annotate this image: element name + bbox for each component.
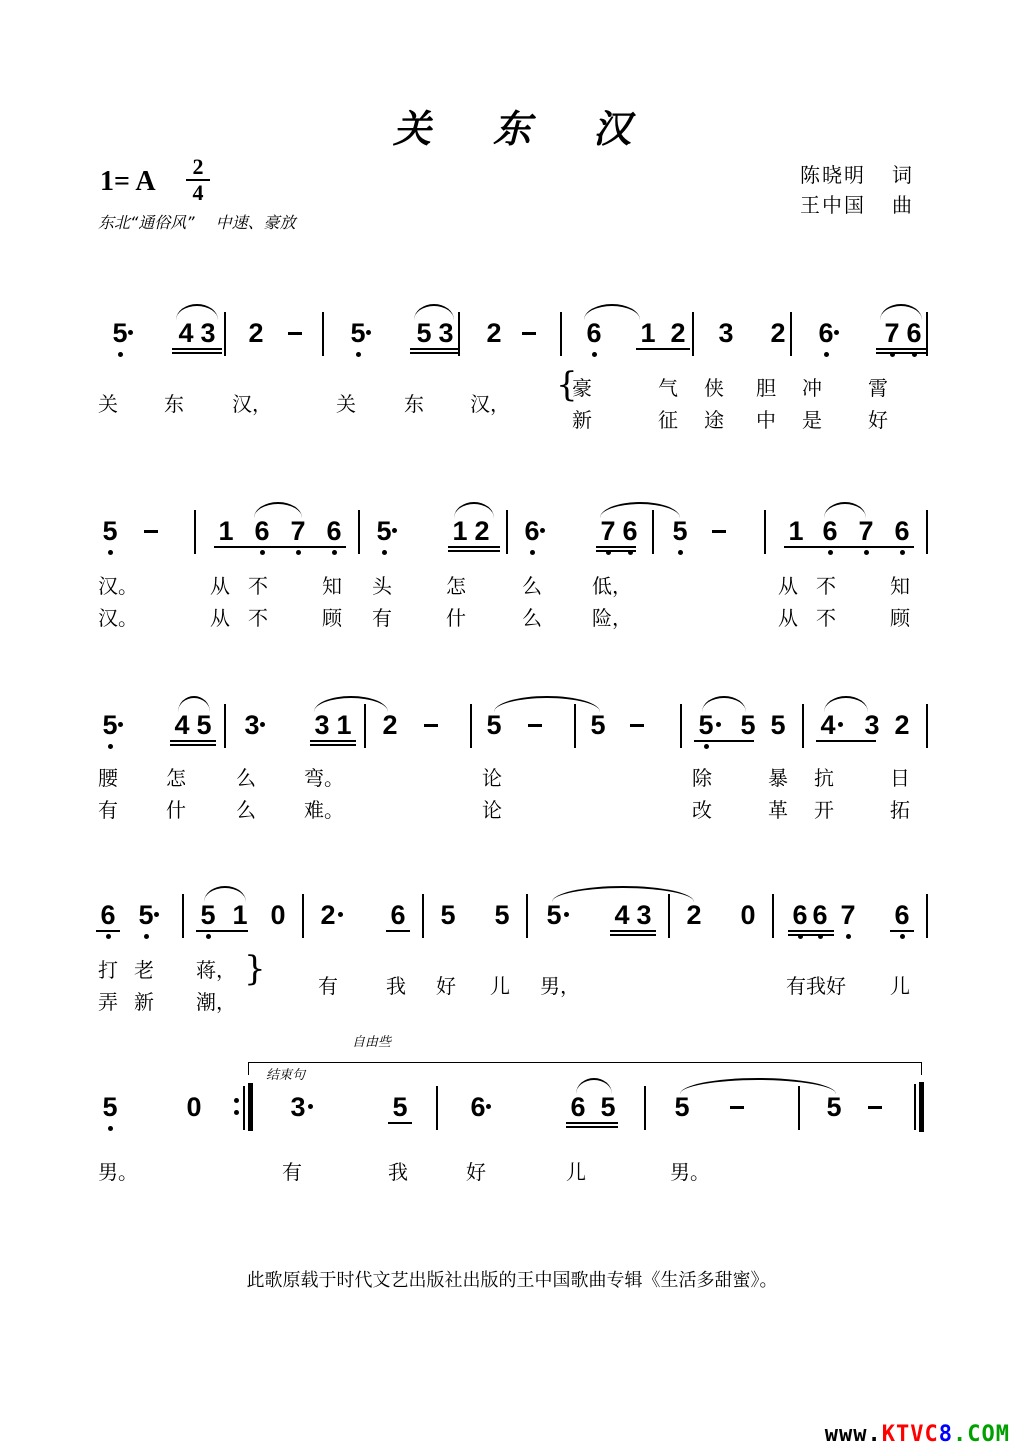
lyric: 有我好 — [786, 974, 846, 998]
lyric: 侠 — [704, 376, 724, 400]
note: 5 — [350, 318, 366, 348]
note: 3 — [314, 710, 330, 740]
note: 3 — [438, 318, 454, 348]
note: 5 — [376, 516, 392, 546]
beam-underline — [386, 930, 410, 932]
beam-underline — [448, 550, 500, 552]
low-octave-dot — [824, 352, 829, 357]
beam-underline — [172, 352, 222, 354]
beam-underline — [448, 546, 500, 548]
beam-underline — [596, 550, 636, 552]
note: 6 — [100, 900, 116, 930]
low-octave-dot — [828, 550, 833, 555]
watermark-part: www. — [824, 1422, 882, 1447]
lyric: 知 — [322, 574, 342, 598]
lyric: 腰 — [98, 766, 118, 790]
extension-dash — [528, 724, 542, 727]
tempo-marking-free: 自由些 — [352, 1035, 392, 1050]
note: 6 — [254, 516, 270, 546]
low-octave-dot — [846, 934, 851, 939]
lyric: 东 — [404, 392, 424, 416]
note: 6 — [470, 1092, 486, 1122]
beam-underline — [170, 740, 216, 742]
barline — [194, 510, 196, 554]
lyric: 霄 — [868, 376, 888, 400]
note: 6 — [586, 318, 602, 348]
note: 4 — [178, 318, 194, 348]
slur — [494, 696, 600, 712]
beam-underline — [610, 934, 656, 936]
repeat-dot — [234, 1110, 239, 1115]
composer-credit — [800, 190, 914, 220]
lyric: 怎 — [446, 574, 466, 598]
lyric: 低， — [592, 574, 632, 598]
slur — [702, 696, 746, 712]
lyric: 男。 — [98, 1160, 138, 1184]
lyric: 我 — [386, 974, 406, 998]
beam-underline — [410, 352, 460, 354]
slur — [584, 304, 640, 320]
note: 5 — [138, 900, 154, 930]
note: 2 — [248, 318, 264, 348]
lyric: 老 — [134, 958, 154, 982]
note: 6 — [812, 900, 828, 930]
slur — [414, 304, 454, 320]
low-octave-dot — [296, 550, 301, 555]
note: 5 — [416, 318, 432, 348]
note: 4 — [820, 710, 836, 740]
beam-underline — [310, 740, 356, 742]
time-numerator: 2 — [192, 154, 204, 179]
lyric: 怎 — [166, 766, 186, 790]
lyric: 男。 — [670, 1160, 710, 1184]
watermark-part: 8 — [938, 1422, 954, 1447]
low-octave-dot — [144, 934, 149, 939]
barline — [436, 1086, 438, 1130]
note: 6 — [622, 516, 638, 546]
augmentation-dot — [834, 330, 839, 335]
barline — [224, 312, 226, 356]
lyric: 汉。 — [98, 606, 138, 630]
lyricist-name: 陈晓明 — [800, 163, 866, 187]
barline — [680, 704, 682, 748]
lyric: 不 — [248, 606, 268, 630]
lyric: 潮， — [196, 990, 236, 1014]
barline — [358, 510, 360, 554]
note: 3 — [200, 318, 216, 348]
lyric: 么 — [236, 798, 256, 822]
barline — [224, 704, 226, 748]
lyric: 好 — [868, 408, 888, 432]
note: 1 — [640, 318, 656, 348]
extension-dash — [522, 332, 536, 335]
extension-dash — [630, 724, 644, 727]
lyric: 暴 — [768, 766, 788, 790]
note: 5 — [102, 1092, 118, 1122]
beam-underline — [864, 740, 876, 742]
barline — [506, 510, 508, 554]
barline — [692, 312, 694, 356]
lyric: 有 — [372, 606, 392, 630]
watermark-part: C — [924, 1422, 939, 1447]
augmentation-dot — [128, 330, 133, 335]
time-signature — [186, 156, 210, 204]
note: 4 — [174, 710, 190, 740]
barline — [302, 894, 304, 938]
beam-underline — [788, 934, 834, 936]
note: 5 — [440, 900, 456, 930]
lyric: 胆 — [756, 376, 776, 400]
augmentation-dot — [540, 528, 545, 533]
barline — [560, 312, 562, 356]
barline — [772, 894, 774, 938]
lyric: 新 — [134, 990, 154, 1014]
lyric: 好 — [436, 974, 456, 998]
time-denominator: 4 — [192, 180, 204, 205]
lyric: 有 — [282, 1160, 302, 1184]
beam-underline — [596, 546, 636, 548]
slur — [454, 502, 494, 518]
note: 2 — [320, 900, 336, 930]
beam-underline — [784, 546, 914, 548]
slur — [824, 502, 866, 518]
note: 5 — [770, 710, 786, 740]
slur — [576, 1078, 612, 1094]
lyric: 从 — [210, 606, 230, 630]
lyric: 除 — [692, 766, 712, 790]
barline — [322, 312, 324, 356]
lyric: 汉， — [232, 392, 272, 416]
lyric: 是 — [802, 408, 822, 432]
lyric: 有 — [98, 798, 118, 822]
barline — [926, 510, 928, 554]
low-octave-dot — [678, 550, 683, 555]
extension-dash — [730, 1106, 744, 1109]
lyric: 弄 — [98, 990, 118, 1014]
lyricist-credit — [800, 160, 914, 190]
note: 5 — [674, 1092, 690, 1122]
beam-underline — [310, 744, 356, 746]
extension-dash — [868, 1106, 882, 1109]
augmentation-dot — [366, 330, 371, 335]
low-octave-dot — [900, 550, 905, 555]
lyric-verse-brace: } — [244, 949, 266, 989]
lyric: 论 — [482, 798, 502, 822]
note: 0 — [186, 1092, 202, 1122]
note: 5 — [102, 710, 118, 740]
volta-label: 结束句 — [266, 1068, 306, 1083]
low-octave-dot — [382, 550, 387, 555]
beam-underline — [610, 930, 656, 932]
lyric: 打 — [98, 958, 118, 982]
note: 1 — [218, 516, 234, 546]
note: 1 — [452, 516, 468, 546]
note: 5 — [672, 516, 688, 546]
note: 6 — [894, 900, 910, 930]
repeat-dot — [234, 1098, 239, 1103]
note: 7 — [858, 516, 874, 546]
lyric: 中 — [756, 408, 776, 432]
slur — [600, 502, 680, 518]
note: 7 — [884, 318, 900, 348]
beam-underline — [566, 1122, 618, 1124]
low-octave-dot — [332, 550, 337, 555]
note: 7 — [290, 516, 306, 546]
credits — [800, 160, 914, 220]
low-octave-dot — [108, 1126, 113, 1131]
lyric: 日 — [890, 766, 910, 790]
lyric: 么 — [236, 766, 256, 790]
lyric: 什 — [446, 606, 466, 630]
lyric: 关 — [98, 392, 118, 416]
note: 2 — [894, 710, 910, 740]
barline — [926, 704, 928, 748]
augmentation-dot — [392, 528, 397, 533]
slur — [204, 886, 246, 902]
style-tempo-marking: 东北“通俗风” 中速、豪放 — [98, 213, 296, 232]
watermark — [825, 1422, 1010, 1447]
slur — [254, 502, 302, 518]
extension-dash — [712, 530, 726, 533]
note: 6 — [570, 1092, 586, 1122]
note: 3 — [244, 710, 260, 740]
note: 3 — [718, 318, 734, 348]
barline — [802, 704, 804, 748]
lyric: 么 — [522, 574, 542, 598]
beam-underline — [636, 348, 690, 350]
note: 2 — [474, 516, 490, 546]
barline — [470, 704, 472, 748]
composer-name: 王中国 — [800, 193, 866, 217]
repeat-thick-bar — [248, 1083, 253, 1131]
barline — [422, 894, 424, 938]
lyric: 儿 — [566, 1160, 586, 1184]
note: 6 — [906, 318, 922, 348]
note: 2 — [670, 318, 686, 348]
low-octave-dot — [900, 934, 905, 939]
lyric: 开 — [814, 798, 834, 822]
lyric: 弯。 — [304, 766, 344, 790]
lyric: 汉， — [470, 392, 510, 416]
beam-underline — [172, 348, 222, 350]
song-title: 关东汉 — [392, 106, 693, 151]
note: 5 — [546, 900, 562, 930]
lyric: 我 — [388, 1160, 408, 1184]
beam-underline — [214, 546, 346, 548]
barline — [790, 312, 792, 356]
note: 7 — [600, 516, 616, 546]
ending-bracket — [248, 1062, 922, 1075]
lyric: 知 — [890, 574, 910, 598]
note: 2 — [486, 318, 502, 348]
lyric: 男， — [540, 974, 580, 998]
extension-dash — [144, 530, 158, 533]
lyric: 论 — [482, 766, 502, 790]
slur — [824, 696, 868, 712]
note: 2 — [382, 710, 398, 740]
lyric: 难。 — [304, 798, 344, 822]
lyric: 好 — [466, 1160, 486, 1184]
note: 4 — [614, 900, 630, 930]
lyric: 途 — [704, 408, 724, 432]
barline — [926, 894, 928, 938]
beam-underline — [410, 348, 460, 350]
note: 5 — [112, 318, 128, 348]
note: 5 — [200, 900, 216, 930]
barline — [182, 894, 184, 938]
lyric: 改 — [692, 798, 712, 822]
note: 5 — [826, 1092, 842, 1122]
note: 0 — [270, 900, 286, 930]
lyric: 顾 — [322, 606, 342, 630]
low-octave-dot — [260, 550, 265, 555]
lyric: 蒋， — [196, 958, 236, 982]
augmentation-dot — [308, 1104, 313, 1109]
lyric: 儿 — [890, 974, 910, 998]
lyric: 汉。 — [98, 574, 138, 598]
note: 6 — [326, 516, 342, 546]
lyric: 从 — [778, 606, 798, 630]
augmentation-dot — [338, 912, 343, 917]
lyric: 么 — [522, 606, 542, 630]
slur — [880, 304, 922, 320]
low-octave-dot — [592, 352, 597, 357]
beam-underline — [566, 1126, 618, 1128]
augmentation-dot — [154, 912, 159, 917]
lyric: 抗 — [814, 766, 834, 790]
composer-role: 曲 — [892, 193, 914, 217]
lyric: 什 — [166, 798, 186, 822]
note: 3 — [864, 710, 880, 740]
extension-dash — [288, 332, 302, 335]
augmentation-dot — [118, 722, 123, 727]
note: 3 — [290, 1092, 306, 1122]
repeat-thin-bar — [243, 1086, 245, 1130]
note: 6 — [390, 900, 406, 930]
augmentation-dot — [838, 722, 843, 727]
lyric: 顾 — [890, 606, 910, 630]
note: 5 — [740, 710, 756, 740]
beam-underline — [788, 930, 834, 932]
beam-underline — [196, 930, 248, 932]
note: 6 — [818, 318, 834, 348]
barline — [526, 894, 528, 938]
augmentation-dot — [716, 722, 721, 727]
lyric: 从 — [778, 574, 798, 598]
lyric: 险， — [592, 606, 632, 630]
lyricist-role: 词 — [892, 163, 914, 187]
slur — [314, 696, 388, 712]
lyric: 革 — [768, 798, 788, 822]
note: 5 — [494, 900, 510, 930]
low-octave-dot — [206, 934, 211, 939]
beam-underline — [96, 930, 120, 932]
note: 1 — [232, 900, 248, 930]
lyric: 豪 — [572, 376, 592, 400]
note: 0 — [740, 900, 756, 930]
note: 7 — [840, 900, 856, 930]
final-thin-bar — [914, 1084, 916, 1130]
lyric: 有 — [318, 974, 338, 998]
lyric: 冲 — [802, 376, 822, 400]
lyric: 关 — [336, 392, 356, 416]
beam-underline — [876, 352, 928, 354]
lyric: 不 — [816, 606, 836, 630]
augmentation-dot — [260, 722, 265, 727]
lyric-verse-brace: { — [556, 365, 578, 405]
note: 5 — [590, 710, 606, 740]
watermark-part: .COM — [953, 1422, 1010, 1447]
lyric: 气 — [658, 376, 678, 400]
source-note: 此歌原载于时代文艺出版社出版的王中国歌曲专辑《生活多甜蜜》。 — [246, 1270, 778, 1291]
note: 1 — [788, 516, 804, 546]
beam-underline — [170, 744, 216, 746]
note: 5 — [600, 1092, 616, 1122]
augmentation-dot — [486, 1104, 491, 1109]
low-octave-dot — [356, 352, 361, 357]
note: 5 — [698, 710, 714, 740]
note: 2 — [770, 318, 786, 348]
note: 5 — [196, 710, 212, 740]
final-thick-bar — [919, 1082, 924, 1132]
lyric: 不 — [816, 574, 836, 598]
low-octave-dot — [108, 744, 113, 749]
note: 5 — [486, 710, 502, 740]
slur — [176, 304, 218, 320]
low-octave-dot — [704, 744, 709, 749]
note: 6 — [524, 516, 540, 546]
lyric: 东 — [164, 392, 184, 416]
beam-underline — [388, 1122, 412, 1124]
low-octave-dot — [864, 550, 869, 555]
note: 1 — [336, 710, 352, 740]
note: 6 — [792, 900, 808, 930]
barline — [644, 1086, 646, 1130]
low-octave-dot — [106, 934, 111, 939]
extension-dash — [424, 724, 438, 727]
beam-underline — [744, 740, 754, 742]
key-signature: 1= A — [100, 166, 156, 197]
beam-underline — [890, 930, 914, 932]
slur — [680, 1078, 836, 1094]
augmentation-dot — [564, 912, 569, 917]
lyric: 征 — [658, 408, 678, 432]
low-octave-dot — [108, 550, 113, 555]
barline — [764, 510, 766, 554]
note: 6 — [822, 516, 838, 546]
beam-underline — [876, 348, 928, 350]
note: 2 — [686, 900, 702, 930]
lyric: 不 — [248, 574, 268, 598]
watermark-part: KTV — [881, 1422, 925, 1447]
lyric: 从 — [210, 574, 230, 598]
low-octave-dot — [118, 352, 123, 357]
lyric: 拓 — [890, 798, 910, 822]
lyric: 头 — [372, 574, 392, 598]
note: 5 — [102, 516, 118, 546]
lyric: 新 — [572, 408, 592, 432]
slur — [178, 696, 210, 712]
note: 5 — [392, 1092, 408, 1122]
lyric: 儿 — [490, 974, 510, 998]
low-octave-dot — [530, 550, 535, 555]
note: 6 — [894, 516, 910, 546]
slur — [552, 886, 694, 902]
note: 3 — [636, 900, 652, 930]
